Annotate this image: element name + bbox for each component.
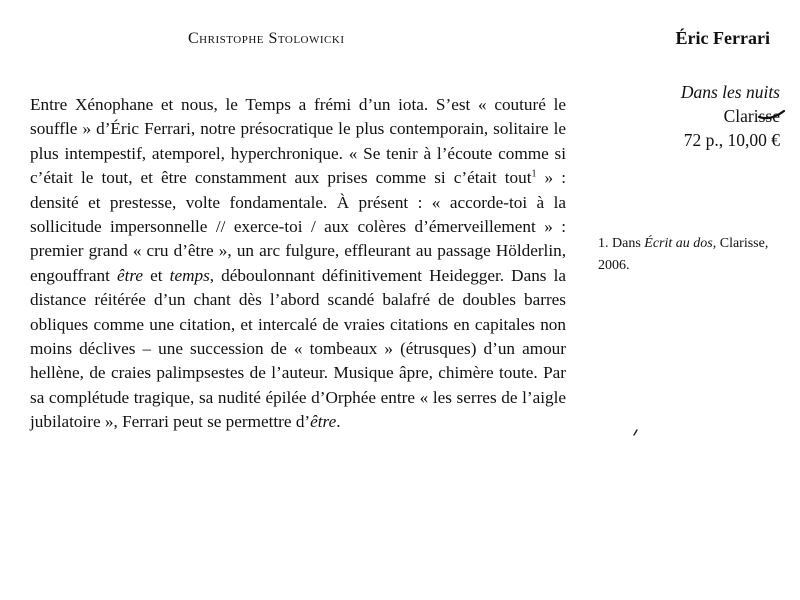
body-text-2: » : densité et prestesse, volte fondamentale. À présent : « accorde-toi à la sollicitude impersonnelle // exerce-toi / aux colères d’émerveillement » : premier grand « cru d’être », un arc fulgure, effleurant au passage Hölderlin, engouffrant bbox=[30, 168, 566, 285]
book-publisher: Clarisse bbox=[723, 106, 780, 126]
body-text-5: . bbox=[336, 412, 341, 432]
footnote-title: Écrit au dos bbox=[644, 236, 713, 251]
book-title: Dans les nuits bbox=[680, 82, 780, 102]
footnote-suffix: , Clarisse, 2006. bbox=[598, 236, 769, 273]
body-emphasis-etre-final: être bbox=[310, 412, 337, 432]
ink-mark-icon bbox=[757, 101, 787, 123]
body-text-3: et bbox=[143, 265, 170, 285]
body-text-4: , déboulonnant définitivement Heidegger. Dans la distance réitérée d’un chant dès l’abord scandé balafré de doubles barres obliques comme une citation, et intercalé de vraies citations en capitales non moins déclives – une succession de « tombeaux » (étrusques) d’un amour hellène, de craies palimpsestes de l’auteur. Musique âpre, chimère toute. Par sa complétude tragique, sa nudité épilée d’Orphée entre « les serres de l’aigle jubilatoire », Ferrari peut se permettre d’ bbox=[30, 265, 566, 432]
stray-tick-icon bbox=[632, 428, 640, 438]
running-head-author: Christophe Stolowicki bbox=[188, 30, 345, 47]
footnote-ref: 1 bbox=[531, 168, 537, 180]
footnote bbox=[598, 233, 778, 277]
book-info bbox=[600, 80, 780, 152]
book-details: 72 p., 10,00 € bbox=[683, 130, 780, 150]
body-emphasis-temps: temps bbox=[169, 265, 210, 285]
book-author: Éric Ferrari bbox=[675, 28, 770, 48]
footnote-prefix: 1. Dans bbox=[598, 236, 645, 251]
body-text-1: Entre Xénophane et nous, le Temps a frémi d’un iota. S’est « couturé le souffle » d’Éric Ferrari, notre présocratique le plus contemporain, solitaire le plus intempestif, atemporel, hyperchronique. « Se tenir à l’écoute comme si c’était le tout, et être constamment aux prises comme si c’était tout bbox=[30, 95, 566, 188]
review-body bbox=[30, 93, 566, 435]
body-emphasis-etre: être bbox=[116, 265, 144, 285]
